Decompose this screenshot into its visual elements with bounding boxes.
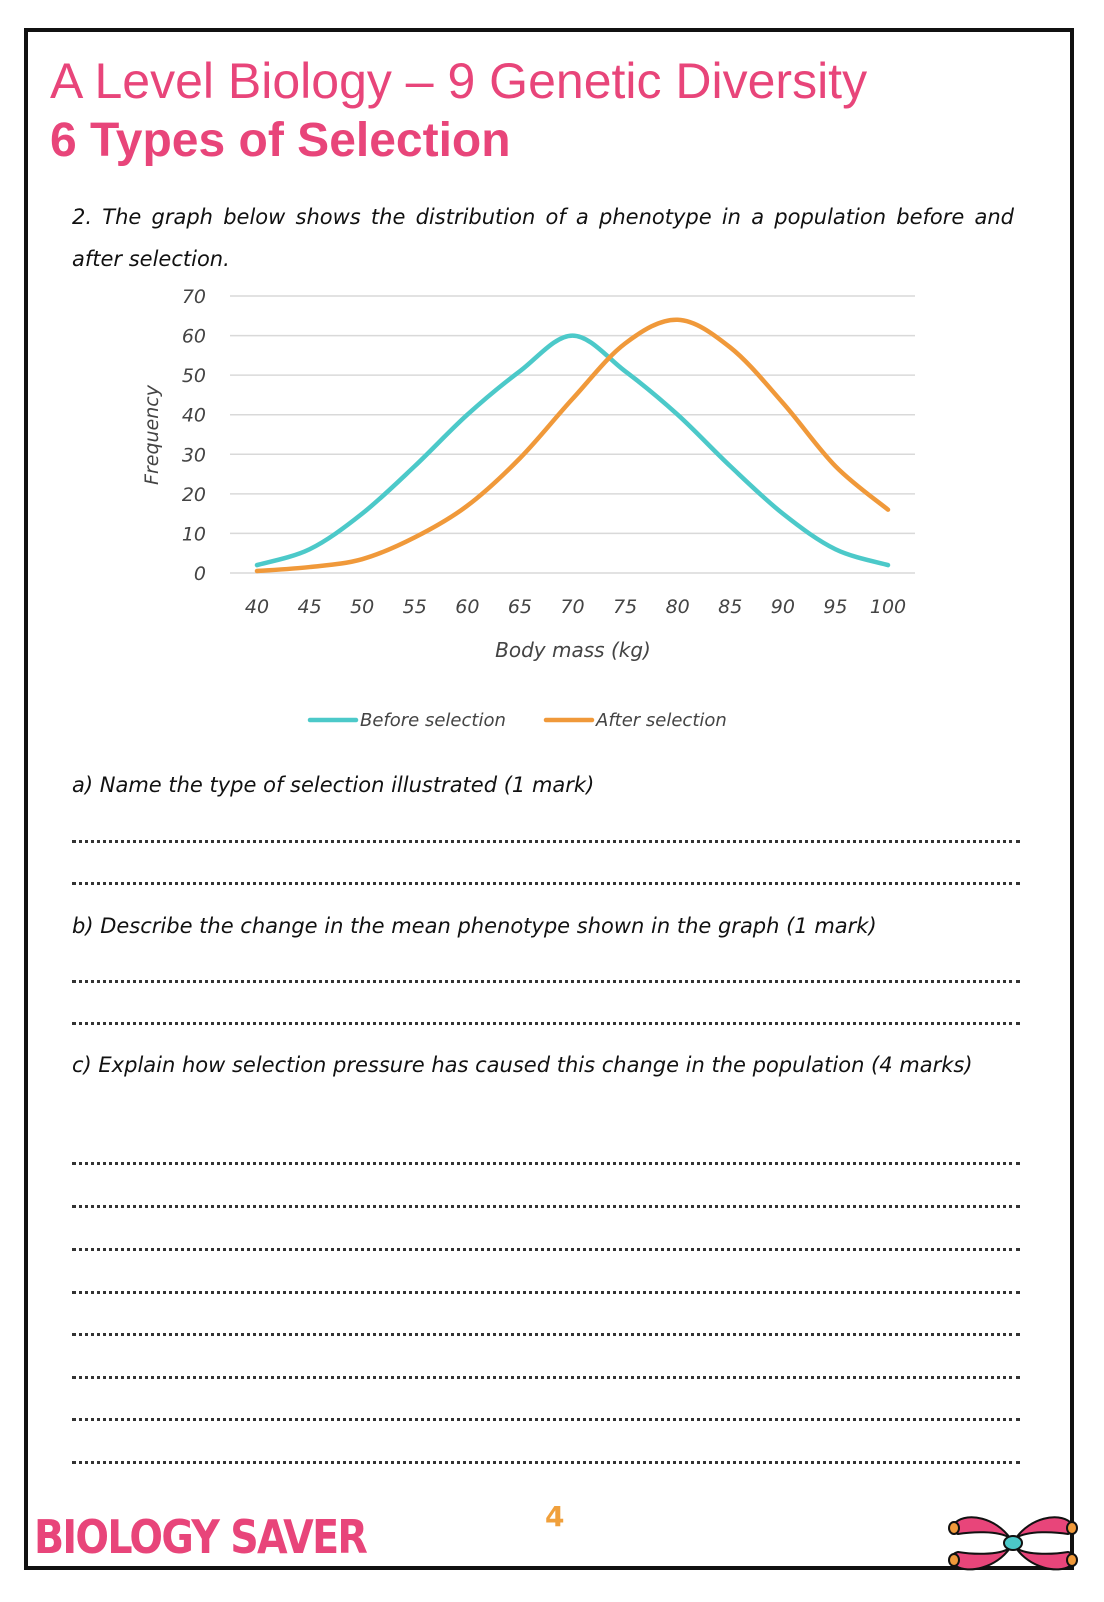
y-tick-label: 30: [181, 444, 206, 467]
x-tick-label: 55: [402, 596, 427, 618]
chart-legend: [310, 710, 727, 731]
question-part-c: c) Explain how selection pressure has caused this change in the population (4 marks): [72, 1053, 973, 1077]
answer-line[interactable]: [72, 1162, 1020, 1165]
distribution-chart: [130, 280, 930, 740]
x-tick-label: 50: [350, 596, 375, 618]
x-tick-label: 65: [507, 596, 533, 618]
x-tick-label: 40: [244, 596, 270, 618]
y-tick-labels: [182, 286, 206, 585]
question-intro: 2. The graph below shows the distribution of a phenotype in a population before and after selection.: [72, 205, 1014, 271]
y-axis-label: Frequency: [141, 385, 163, 485]
x-tick-label: 70: [560, 596, 585, 618]
x-tick-labels: [245, 596, 906, 618]
y-tick-label: 40: [181, 404, 206, 427]
legend-label: Before selection: [360, 710, 506, 731]
y-tick-label: 10: [181, 523, 206, 546]
series-line-before: [257, 336, 888, 566]
y-tick-label: 60: [181, 325, 206, 348]
x-tick-label: 85: [718, 596, 743, 618]
answer-line[interactable]: [72, 1461, 1020, 1464]
page-title: A Level Biology – 9 Genetic Diversity: [50, 53, 868, 109]
page-subtitle: 6 Types of Selection: [50, 114, 511, 167]
answer-line[interactable]: [72, 1022, 1020, 1025]
x-tick-label: 95: [823, 596, 848, 618]
y-tick-label: 70: [181, 286, 206, 308]
question-part-a: a) Name the type of selection illustrated (1 mark): [72, 773, 595, 797]
y-tick-label: 0: [193, 563, 206, 585]
x-tick-label: 100: [869, 596, 907, 618]
x-tick-label: 45: [297, 596, 322, 618]
chromosome-icon: [948, 1508, 1078, 1578]
answer-line[interactable]: [72, 1248, 1020, 1251]
x-tick-label: 60: [455, 596, 480, 618]
page-number: 4: [545, 1500, 565, 1533]
answer-line[interactable]: [72, 1418, 1020, 1421]
brand-logo: BIOLOGY SAVER: [34, 1510, 367, 1564]
x-tick-label: 90: [770, 596, 795, 618]
y-tick-label: 20: [181, 483, 206, 506]
y-tick-label: 50: [181, 365, 206, 388]
answer-line[interactable]: [72, 1333, 1020, 1336]
answer-line[interactable]: [72, 1376, 1020, 1379]
answer-line[interactable]: [72, 840, 1020, 843]
x-axis-label: Body mass (kg): [495, 638, 651, 662]
answer-line[interactable]: [72, 980, 1020, 983]
answer-line[interactable]: [72, 1291, 1020, 1294]
x-tick-label: 75: [612, 596, 638, 618]
answer-line[interactable]: [72, 1205, 1020, 1208]
x-tick-label: 80: [665, 596, 690, 618]
answer-line[interactable]: [72, 882, 1020, 885]
question-part-b: b) Describe the change in the mean phenotype shown in the graph (1 mark): [72, 914, 877, 938]
legend-label: After selection: [596, 710, 727, 731]
